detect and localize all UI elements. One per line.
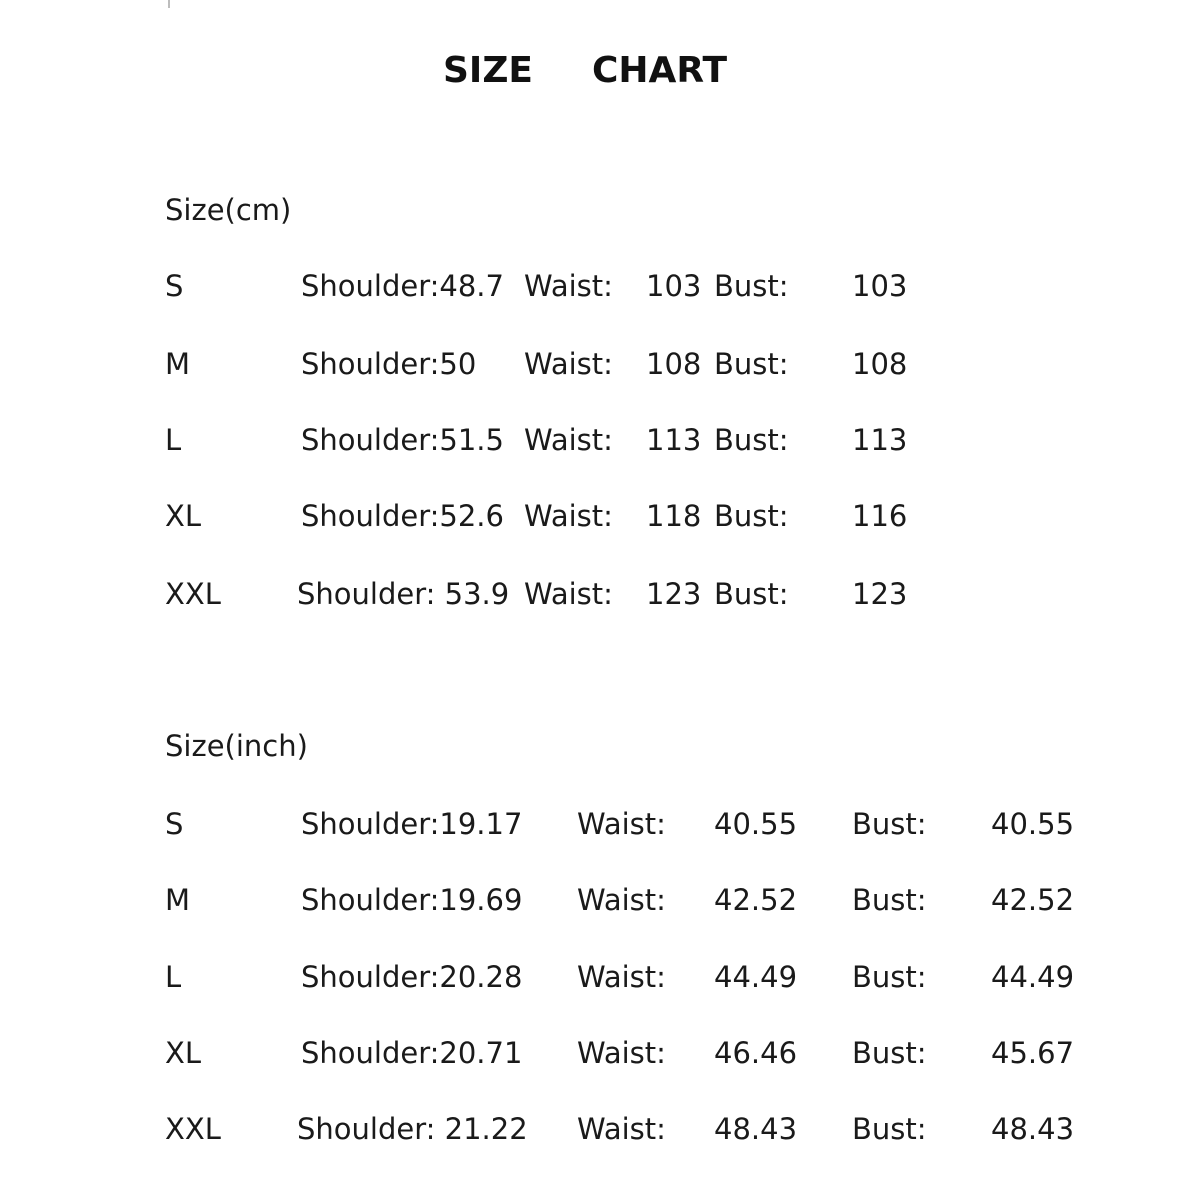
waist-label: Waist:	[577, 883, 666, 917]
table-row	[0, 880, 1200, 920]
waist-value: 44.49	[714, 960, 798, 994]
section-label-inch: Size(inch)	[165, 729, 308, 763]
bust-label: Bust:	[714, 499, 789, 533]
waist-value: 103	[646, 269, 702, 303]
shoulder-cell: Shoulder:52.6	[301, 499, 504, 533]
size-cell: S	[165, 807, 184, 841]
shoulder-cell: Shoulder: 21.22	[297, 1112, 528, 1146]
shoulder-cell: Shoulder:20.71	[301, 1036, 523, 1070]
shoulder-cell: Shoulder:48.7	[301, 269, 504, 303]
bust-label: Bust:	[852, 807, 927, 841]
bust-value: 113	[852, 423, 908, 457]
waist-value: 118	[646, 499, 702, 533]
shoulder-cell: Shoulder:20.28	[301, 960, 523, 994]
size-cell: L	[165, 960, 182, 994]
bust-value: 44.49	[991, 960, 1075, 994]
waist-label: Waist:	[524, 423, 613, 457]
size-cell: XXL	[165, 577, 221, 611]
bust-value: 45.67	[991, 1036, 1075, 1070]
page-title	[0, 50, 1200, 98]
waist-value: 113	[646, 423, 702, 457]
size-cell: M	[165, 883, 191, 917]
bust-value: 40.55	[991, 807, 1075, 841]
size-cell: M	[165, 347, 191, 381]
size-cell: S	[165, 269, 184, 303]
bust-label: Bust:	[714, 347, 789, 381]
bust-label: Bust:	[852, 960, 927, 994]
waist-label: Waist:	[577, 807, 666, 841]
title-word-chart: CHART	[592, 50, 728, 91]
waist-label: Waist:	[524, 269, 613, 303]
table-row	[0, 804, 1200, 844]
waist-value: 42.52	[714, 883, 798, 917]
bust-value: 48.43	[991, 1112, 1075, 1146]
bust-value: 116	[852, 499, 908, 533]
bust-label: Bust:	[852, 883, 927, 917]
title-word-size: SIZE	[443, 50, 534, 91]
shoulder-cell: Shoulder:19.17	[301, 807, 523, 841]
bust-value: 108	[852, 347, 908, 381]
waist-value: 40.55	[714, 807, 798, 841]
waist-label: Waist:	[524, 577, 613, 611]
waist-label: Waist:	[524, 347, 613, 381]
size-cell: XL	[165, 499, 202, 533]
waist-value: 46.46	[714, 1036, 798, 1070]
waist-label: Waist:	[577, 1036, 666, 1070]
bust-label: Bust:	[852, 1036, 927, 1070]
corner-mark	[168, 0, 170, 8]
table-row	[0, 420, 1200, 460]
shoulder-cell: Shoulder:50	[301, 347, 477, 381]
table-row	[0, 266, 1200, 306]
waist-value: 123	[646, 577, 702, 611]
waist-value: 108	[646, 347, 702, 381]
table-row	[0, 496, 1200, 536]
section-label-cm: Size(cm)	[165, 193, 292, 227]
size-cell: XL	[165, 1036, 202, 1070]
waist-value: 48.43	[714, 1112, 798, 1146]
bust-label: Bust:	[852, 1112, 927, 1146]
bust-value: 123	[852, 577, 908, 611]
bust-label: Bust:	[714, 269, 789, 303]
waist-label: Waist:	[577, 960, 666, 994]
table-row	[0, 344, 1200, 384]
shoulder-cell: Shoulder:19.69	[301, 883, 523, 917]
table-row	[0, 1109, 1200, 1149]
table-row	[0, 574, 1200, 614]
waist-label: Waist:	[524, 499, 613, 533]
shoulder-cell: Shoulder: 53.9	[297, 577, 510, 611]
bust-value: 103	[852, 269, 908, 303]
shoulder-cell: Shoulder:51.5	[301, 423, 504, 457]
size-cell: XXL	[165, 1112, 221, 1146]
bust-label: Bust:	[714, 423, 789, 457]
bust-label: Bust:	[714, 577, 789, 611]
waist-label: Waist:	[577, 1112, 666, 1146]
bust-value: 42.52	[991, 883, 1075, 917]
table-row	[0, 957, 1200, 997]
table-row	[0, 1033, 1200, 1073]
size-cell: L	[165, 423, 182, 457]
